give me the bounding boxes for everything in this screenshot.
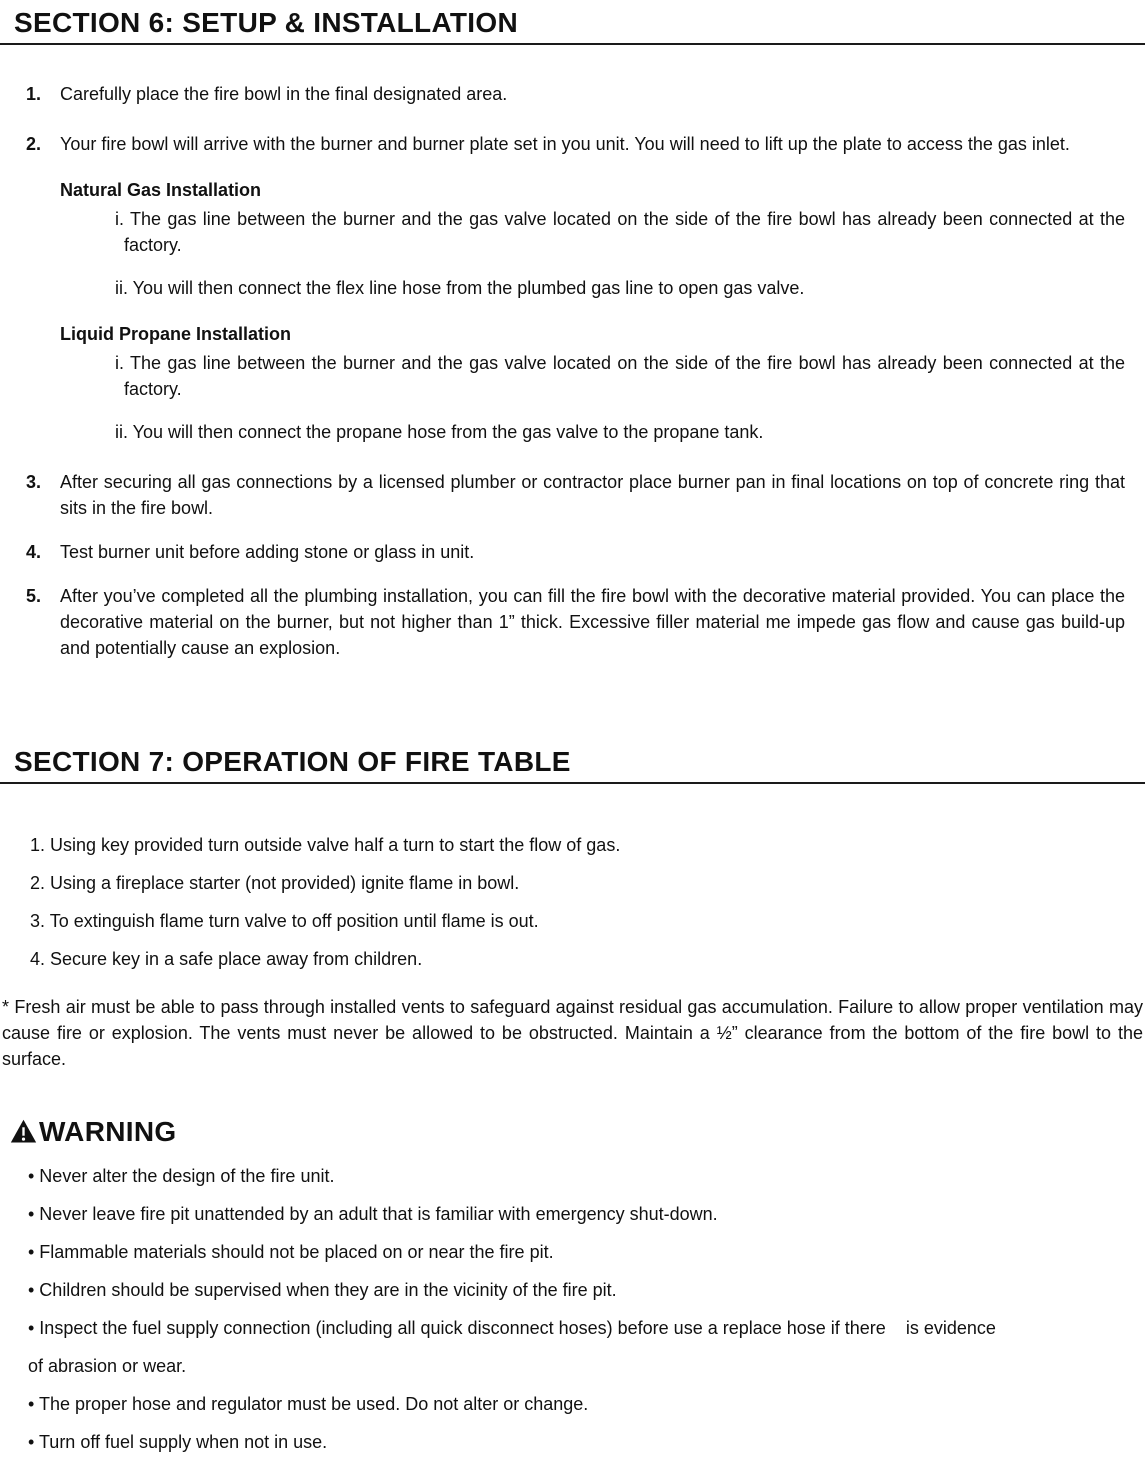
warning-bullet-3: • Flammable materials should not be placed on or near the fire pit. bbox=[28, 1242, 554, 1262]
warning-bullet-4: • Children should be supervised when they are in the vicinity of the fire pit. bbox=[28, 1280, 617, 1300]
step-number: 2. bbox=[26, 134, 42, 154]
setup-step-5 bbox=[0, 583, 1145, 661]
step-text: After you’ve completed all the plumbing installation, you can fill the fire bowl with the decorative material provided. You can place the decorative material on the burner, but not higher than 1” thick. Excessive filler material me impede gas flow and cause gas build-up and potentially cause an explosion. bbox=[60, 586, 1125, 658]
operation-step-2: 2. Using a fireplace starter (not provided) ignite flame in bowl. bbox=[30, 873, 520, 893]
natural-gas-item-i: i. The gas line between the burner and the gas valve located on the side of the fire bowl has already been connected at the factory. bbox=[115, 209, 1125, 255]
ventilation-footnote: * Fresh air must be able to pass through installed vents to safeguard against residual gas accumulation. Failure to allow proper ventilation may cause fire or explosion. The vents must never be allowed to be obstructed. Maintain a ½” clearance from the bottom of the fire bowl to the surface. bbox=[2, 997, 1143, 1069]
warning-bullet-1: • Never alter the design of the fire unit. bbox=[28, 1166, 335, 1186]
warning-bullet-6: • The proper hose and regulator must be used. Do not alter or change. bbox=[28, 1394, 589, 1414]
liquid-propane-heading: Liquid Propane Installation bbox=[60, 324, 292, 344]
step-number: 4. bbox=[26, 542, 42, 562]
setup-step-2 bbox=[0, 131, 1145, 157]
operation-step-3: 3. To extinguish flame turn valve to off position until flame is out. bbox=[30, 911, 539, 931]
operation-step-1: 1. Using key provided turn outside valve half a turn to start the flow of gas. bbox=[30, 835, 621, 855]
warning-heading bbox=[10, 1115, 1145, 1147]
step-text: After securing all gas connections by a licensed plumber or contractor place burner pan in final locations on top of concrete ring that sits in the fire bowl. bbox=[60, 472, 1125, 518]
natural-gas-item-ii: ii. You will then connect the flex line hose from the plumbed gas line to open gas valve. bbox=[115, 278, 805, 298]
warning-bullet-5-continued: of abrasion or wear. bbox=[28, 1356, 187, 1376]
warning-title: WARNING bbox=[39, 1115, 177, 1147]
step-number: 1. bbox=[26, 84, 42, 104]
setup-step-4 bbox=[0, 539, 1145, 565]
warning-bullet-5: • Inspect the fuel supply connection (including all quick disconnect hoses) before use a replace hose if there is evidence bbox=[28, 1318, 996, 1338]
warning-bullet-2: • Never leave fire pit unattended by an adult that is familiar with emergency shut-down. bbox=[28, 1204, 718, 1224]
liquid-propane-item-i: i. The gas line between the burner and the gas valve located on the side of the fire bowl has already been connected at the factory. bbox=[115, 353, 1125, 399]
step-number: 3. bbox=[26, 472, 42, 492]
operation-step-4: 4. Secure key in a safe place away from children. bbox=[30, 949, 423, 969]
step-number: 5. bbox=[26, 586, 42, 606]
natural-gas-heading: Natural Gas Installation bbox=[60, 180, 262, 200]
setup-step-1 bbox=[0, 81, 1145, 107]
section-6-heading: SECTION 6: SETUP & INSTALLATION bbox=[0, 0, 1145, 45]
liquid-propane-item-ii: ii. You will then connect the propane hose from the gas valve to the propane tank. bbox=[115, 422, 764, 442]
step-text: Carefully place the fire bowl in the final designated area. bbox=[60, 84, 508, 104]
step-text: Your fire bowl will arrive with the burner and burner plate set in you unit. You will need to lift up the plate to access the gas inlet. bbox=[60, 134, 1070, 154]
setup-step-3 bbox=[0, 469, 1145, 521]
section-7-heading: SECTION 7: OPERATION OF FIRE TABLE bbox=[0, 739, 1145, 784]
warning-triangle-icon bbox=[10, 1118, 37, 1145]
step-text: Test burner unit before adding stone or glass in unit. bbox=[60, 542, 475, 562]
warning-bullet-7: • Turn off fuel supply when not in use. bbox=[28, 1432, 328, 1452]
